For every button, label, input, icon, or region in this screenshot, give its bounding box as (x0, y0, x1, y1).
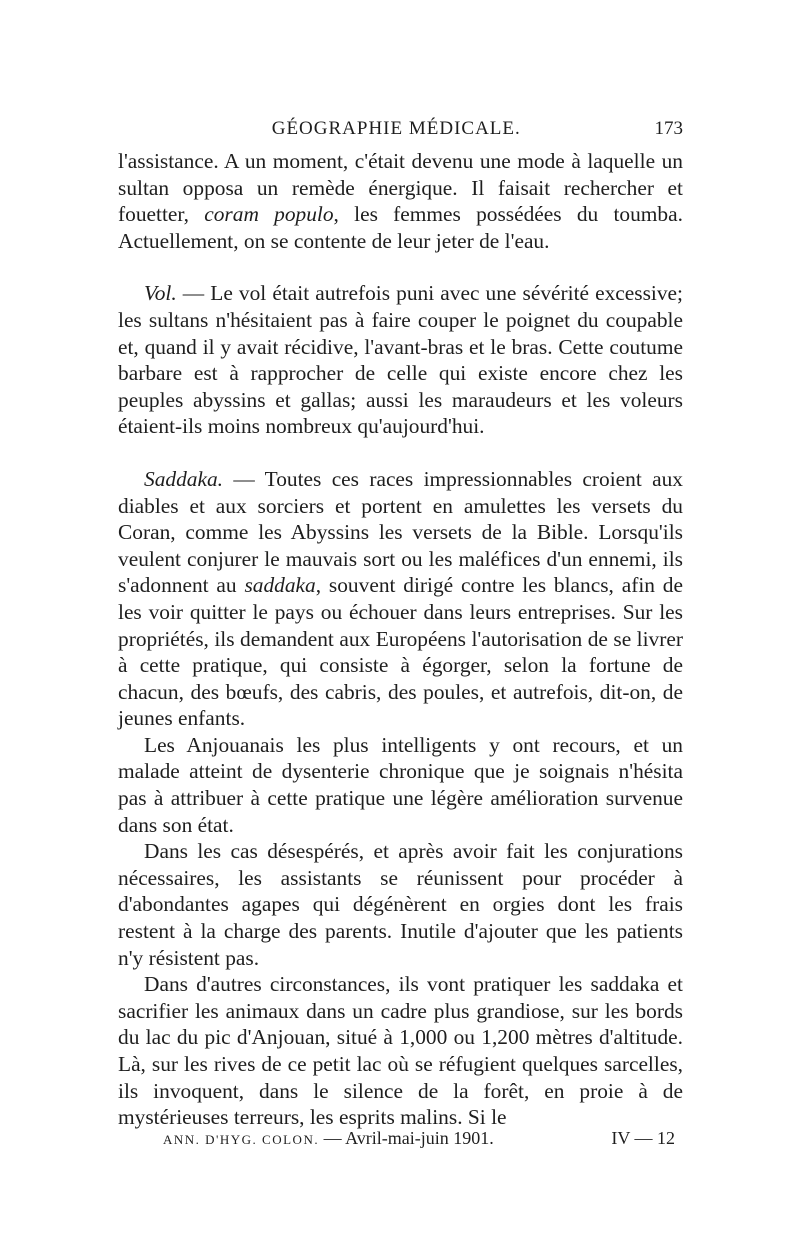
paragraph-6: Dans d'autres circonstances, ils vont pratiquer les saddaka et sacrifier les animaux dans un cadre plus grandiose, sur les bords du lac du pic d'Anjouan, situé à 1,000 ou 1,200 mètres d'altitude. Là, sur les rives de ce petit lac où se réfugient quelques sarcelles, ils invoquent, dans le silence de la forêt, en proie à de mystérieuses terreurs, les esprits malins. Si le (118, 972, 683, 1130)
paragraph-1-text-a: l'assistance. A un moment, c'était devenu une mode à laquelle un sultan opposa un remède énergique. Il faisait rechercher et fouetter, (118, 149, 683, 227)
footer-journal-line (163, 1128, 494, 1149)
footer-signature: IV — 12 (611, 1128, 675, 1148)
section-saddaka-text-a: — Toutes ces races impressionnables croient aux diables et aux sorciers et portent en amulettes les versets du Coran, comme les Abyssins les versets de la Bible. Lorsqu'ils veulent conjurer le mauvais sort ou les maléfices d'un ennemi, ils s'adonnent au (118, 466, 683, 598)
body-text (118, 148, 683, 1131)
running-title: GÉOGRAPHIE MÉDICALE. (271, 118, 521, 139)
section-saddaka-text-b: , souvent dirigé contre les blancs, afin de les voir quitter le pays ou échouer dans leurs entreprises. Sur les propriétés, ils demandent aux Européens l'autorisation de se livrer à cette pratique, qui consiste à égorger, selon la fortune de chacun, des bœufs, des cabris, des poules, et autrefois, dit-on, de jeunes enfants. (118, 573, 683, 731)
section-vol-text: — Le vol était autrefois puni avec une sévérité excessive; les sultans n'hésitaient pas à faire couper le poignet du coupable et, quand il y avait récidive, l'avant-bras et le bras. Cette coutume barbare est à rapprocher de celle qui existe encore chez les peuples abyssins et gallas; aussi les maraudeurs et les voleurs étaient-ils moins nombreux qu'aujourd'hui. (118, 281, 683, 439)
page-footer (163, 1128, 683, 1149)
paragraph-1 (118, 148, 683, 254)
paragraph-1-italic: coram populo (204, 202, 334, 227)
page (118, 118, 683, 1131)
paragraph-1-text-b: , les femmes possédées du toumba. Actuellement, on se contente de leur jeter de l'eau. (118, 202, 683, 253)
paragraph-4: Les Anjouanais les plus intelligents y ont recours, et un malade atteint de dysenterie chronique que je soignais n'hésita pas à attribuer à cette pratique une légère amélioration survenue dans son état. (118, 732, 683, 837)
running-head (118, 118, 683, 148)
section-vol-heading: Vol. (144, 281, 177, 306)
section-saddaka-italic: saddaka (244, 573, 316, 598)
footer-dates: — Avril-mai-juin 1901. (323, 1128, 494, 1148)
section-vol (118, 280, 683, 440)
footer-journal: ANN. D'HYG. COLON. (163, 1132, 320, 1147)
section-saddaka (118, 466, 683, 732)
paragraph-5: Dans les cas désespérés, et après avoir fait les conjurations nécessaires, les assistants se réunissent pour procéder à d'abondantes agapes qui dégénèrent en orgies dont les frais restent à la charge des parents. Inutile d'ajouter que les patients n'y résistent pas. (118, 839, 683, 970)
section-saddaka-heading: Saddaka. (144, 466, 224, 491)
page-number: 173 (654, 118, 683, 139)
